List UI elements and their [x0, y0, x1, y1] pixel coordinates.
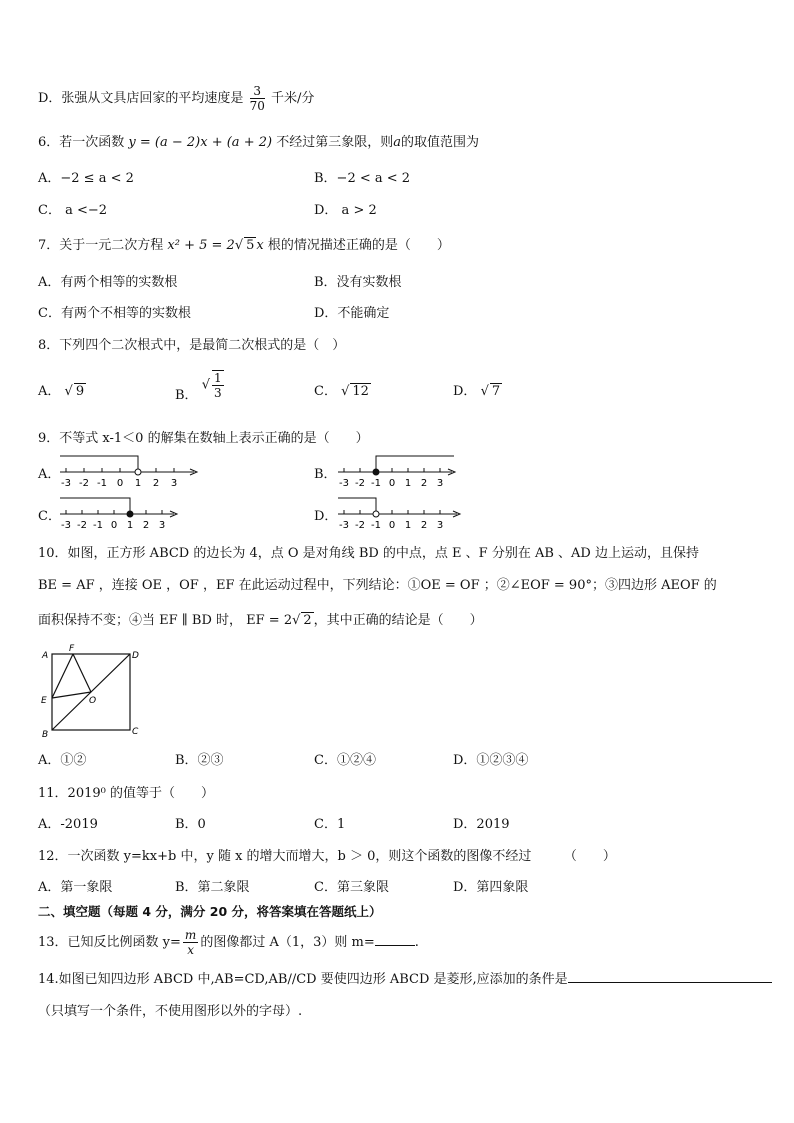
q14-line2: （只填写一个条件，不使用图形以外的字母）. [38, 1004, 303, 1019]
label-a: A [42, 651, 49, 661]
tick-label: -1 [371, 520, 381, 531]
open-point [373, 511, 379, 517]
q10-line2: BE = AF ，连接 OE ，OF ，EF 在此运动过程中，下列结论：①OE = OF ；②∠EOF = 90°；③四边形 AEOF 的 [38, 578, 717, 593]
q8-stem: 8．下列四个二次根式中，是最简二次根式的是（ ） [38, 338, 346, 353]
q6-option-b: B．−2 < a < 2 [314, 171, 411, 186]
tick-label: -1 [371, 478, 381, 489]
q7-option-a: A．有两个相等的实数根 [38, 275, 178, 290]
tick-label: 0 [388, 520, 396, 531]
q12-stem: 12．一次函数 y=kx+b 中，y 随 x 的增大而增大，b ＞ 0，则这个函数的图像不经过 （ ） [38, 849, 616, 864]
tick-label: -3 [339, 478, 349, 489]
q11-option-b: B．0 [175, 817, 206, 832]
q11-stem: 11．2019⁰ 的值等于（ ） [38, 786, 214, 801]
q9-label-d: D． [314, 509, 338, 524]
tick-label: 1 [404, 478, 412, 489]
segment-ef [52, 654, 73, 698]
q7-option-b: B．没有实数根 [314, 275, 402, 290]
q8-option-d: D． √ 7 [453, 384, 501, 399]
q7-option-d: D．不能确定 [314, 306, 390, 321]
solution-ray [60, 456, 138, 472]
label-d: D [132, 651, 139, 661]
tick-label: -3 [61, 478, 71, 489]
q12-option-c: C．第三象限 [314, 880, 389, 895]
tick-label: -2 [79, 478, 89, 489]
tick-label: 2 [152, 478, 160, 489]
q12-option-a: A．第一象限 [38, 880, 113, 895]
closed-point [373, 469, 379, 475]
tick-label: 2 [420, 478, 428, 489]
q10-line1: 10．如图，正方形 ABCD 的边长为 4，点 O 是对角线 BD 的中点，点 E 、F 分别在 AB 、AD 边上运动，且保持 [38, 546, 699, 561]
q10-option-d: D．①②③④ [453, 753, 529, 768]
q10-line3: 面积保持不变；④当 EF ∥ BD 时， EF = 2√ 2 ，其中正确的结论是（ ） [38, 613, 483, 628]
q9-numberline-a [60, 448, 200, 490]
q6-option-a: A．−2 ≤ a < 2 [38, 171, 134, 186]
q9-label-a: A． [38, 467, 61, 482]
tick-label: 2 [420, 520, 428, 531]
q5d-fraction: $\frac{3}{70}$ [249, 84, 265, 113]
label-f: F [69, 644, 75, 654]
tick-label: 1 [404, 520, 412, 531]
tick-label: -1 [93, 520, 103, 531]
open-point [135, 469, 141, 475]
label-e: E [41, 696, 47, 706]
q11-option-a: A．-2019 [38, 817, 98, 832]
tick-label: 3 [436, 520, 444, 531]
q7-stem: 7．关于一元二次方程 x² + 5 = 2√ 5 x 根的情况描述正确的是（ ） [38, 238, 450, 253]
q9-label-c: C． [38, 509, 61, 524]
q10-option-b: B．②③ [175, 753, 224, 768]
q14-answer-blank[interactable] [568, 982, 772, 983]
q12-option-d: D．第四象限 [453, 880, 529, 895]
q9-label-b: B． [314, 467, 337, 482]
q9-numberline-c [60, 490, 180, 532]
q6-option-d: D． a > 2 [314, 203, 377, 218]
q10-option-c: C．①②④ [314, 753, 376, 768]
tick-label: -2 [355, 478, 365, 489]
tick-label: 0 [388, 478, 396, 489]
closed-point [127, 511, 133, 517]
label-o: O [89, 696, 97, 706]
tick-label: -3 [339, 520, 349, 531]
q14-line1: 14.如图已知四边形 ABCD 中,AB=CD,AB//CD 要使四边形 ABCD 是菱形,应添加的条件是 [38, 968, 772, 987]
q9-numberline-d [338, 490, 463, 532]
tick-label: 3 [170, 478, 178, 489]
q11-option-c: C．1 [314, 817, 346, 832]
tick-label: -2 [355, 520, 365, 531]
segment-of [73, 654, 91, 692]
q13-answer-blank[interactable] [375, 945, 415, 946]
tick-label: -2 [77, 520, 87, 531]
tick-label: 3 [436, 478, 444, 489]
q10-square-figure [38, 640, 142, 740]
tick-label: 0 [116, 478, 124, 489]
q5-option-d: D．张强从文具店回家的平均速度是 $\frac{3}{70}$ 千米/分 [38, 84, 315, 113]
label-c: C [132, 727, 139, 737]
q8-option-c: C． √ 12 [314, 384, 369, 399]
q9-numberline-b [338, 448, 458, 490]
tick-label: 3 [158, 520, 166, 531]
q9-stem: 9．不等式 x-1＜0 的解集在数轴上表示正确的是（ ） [38, 431, 369, 446]
q10-option-a: A．①② [38, 753, 87, 768]
solution-ray [376, 456, 454, 472]
tick-label: -1 [97, 478, 107, 489]
q6-option-c: C． a <−2 [38, 203, 108, 218]
q12-option-b: B．第二象限 [175, 880, 250, 895]
tick-label: 1 [126, 520, 134, 531]
q6-stem: 6．若一次函数 y = (a − 2)x + (a + 2) 不经过第三象限，则a的取值范围为 [38, 135, 479, 150]
tick-label: -3 [61, 520, 71, 531]
solution-ray [60, 498, 130, 514]
label-b: B [42, 730, 49, 740]
q11-option-d: D．2019 [453, 817, 510, 832]
q8-option-a: A． √ 9 [38, 384, 85, 399]
tick-label: 2 [142, 520, 150, 531]
q13-stem: 13．已知反比例函数 y= $\frac{m}{x}$ 的图像都过 A（1，3）则 m= . [38, 928, 419, 957]
q8-option-b: B． √ $\frac{1}{3}$ [175, 371, 222, 403]
tick-label: 1 [134, 478, 142, 489]
q7-option-c: C．有两个不相等的实数根 [38, 306, 191, 321]
tick-label: 0 [110, 520, 118, 531]
section-heading-fill-in: 二、填空题（每题 4 分，满分 20 分，将答案填在答题纸上） [38, 904, 382, 919]
